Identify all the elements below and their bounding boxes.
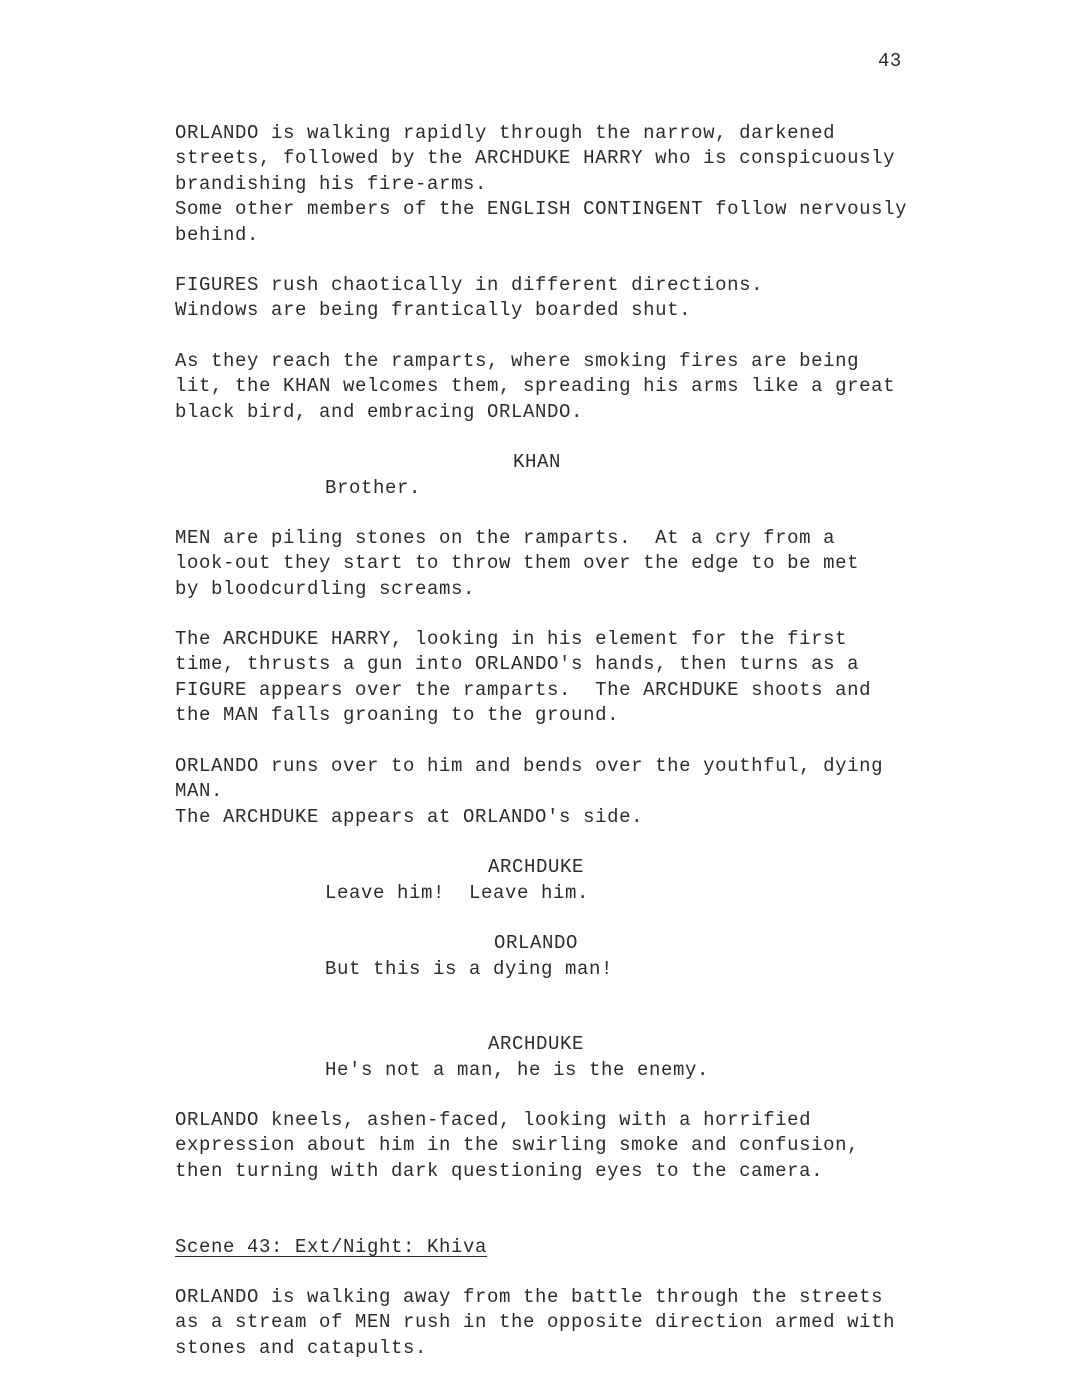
action-orlando-kneels: ORLANDO kneels, ashen-faced, looking with a horrified expression about him in the swirling smoke and confusion, then turning with dark questioning eyes to the camera. (175, 1109, 860, 1182)
action-orlando-walking-away: ORLANDO is walking away from the battle through the streets as a stream of MEN rush in the opposite direction armed with stones and catapults. (175, 1286, 896, 1359)
action-archduke-harry: The ARCHDUKE HARRY, looking in his element for the first time, thrusts a gun into ORLANDO's hands, then turns as a FIGURE appears over the ramparts. The ARCHDUKE shoots and the MAN falls groaning to the ground. (175, 628, 872, 727)
action-figures-rush: FIGURES rush chaotically in different directions. Windows are being frantically boarded shut. (175, 274, 764, 322)
character-archduke: ARCHDUKE (488, 856, 585, 878)
action-men-piling-stones: MEN are piling stones on the ramparts. At a cry from a look-out they start to throw them over the edge to be met by bloodcurdling screams. (175, 527, 860, 600)
dialogue-archduke-enemy: He's not a man, he is the enemy. (325, 1059, 710, 1081)
character-khan: KHAN (513, 451, 562, 473)
dialogue-archduke-leave: Leave him! Leave him. (325, 882, 590, 904)
action-orlando-walking: ORLANDO is walking rapidly through the narrow, darkened streets, followed by the ARCHDUKE HARRY who is conspicuously brandishing his fire-arms. Some other members of the ENGLISH CONTINGENT follow nervously behind. (175, 122, 908, 246)
character-orlando: ORLANDO (494, 932, 579, 954)
dialogue-orlando: But this is a dying man! (325, 958, 614, 980)
page-number: 43 (878, 50, 902, 72)
character-archduke-2: ARCHDUKE (488, 1033, 585, 1055)
action-ramparts-khan: As they reach the ramparts, where smoking fires are being lit, the KHAN welcomes them, spreading his arms like a great black bird, and embracing ORLANDO. (175, 350, 896, 423)
dialogue-khan: Brother. (325, 477, 422, 499)
action-orlando-runs: ORLANDO runs over to him and bends over the youthful, dying MAN. The ARCHDUKE appears at ORLANDO's side. (175, 755, 884, 828)
scene-heading: Scene 43: Ext/Night: Khiva (175, 1236, 488, 1258)
